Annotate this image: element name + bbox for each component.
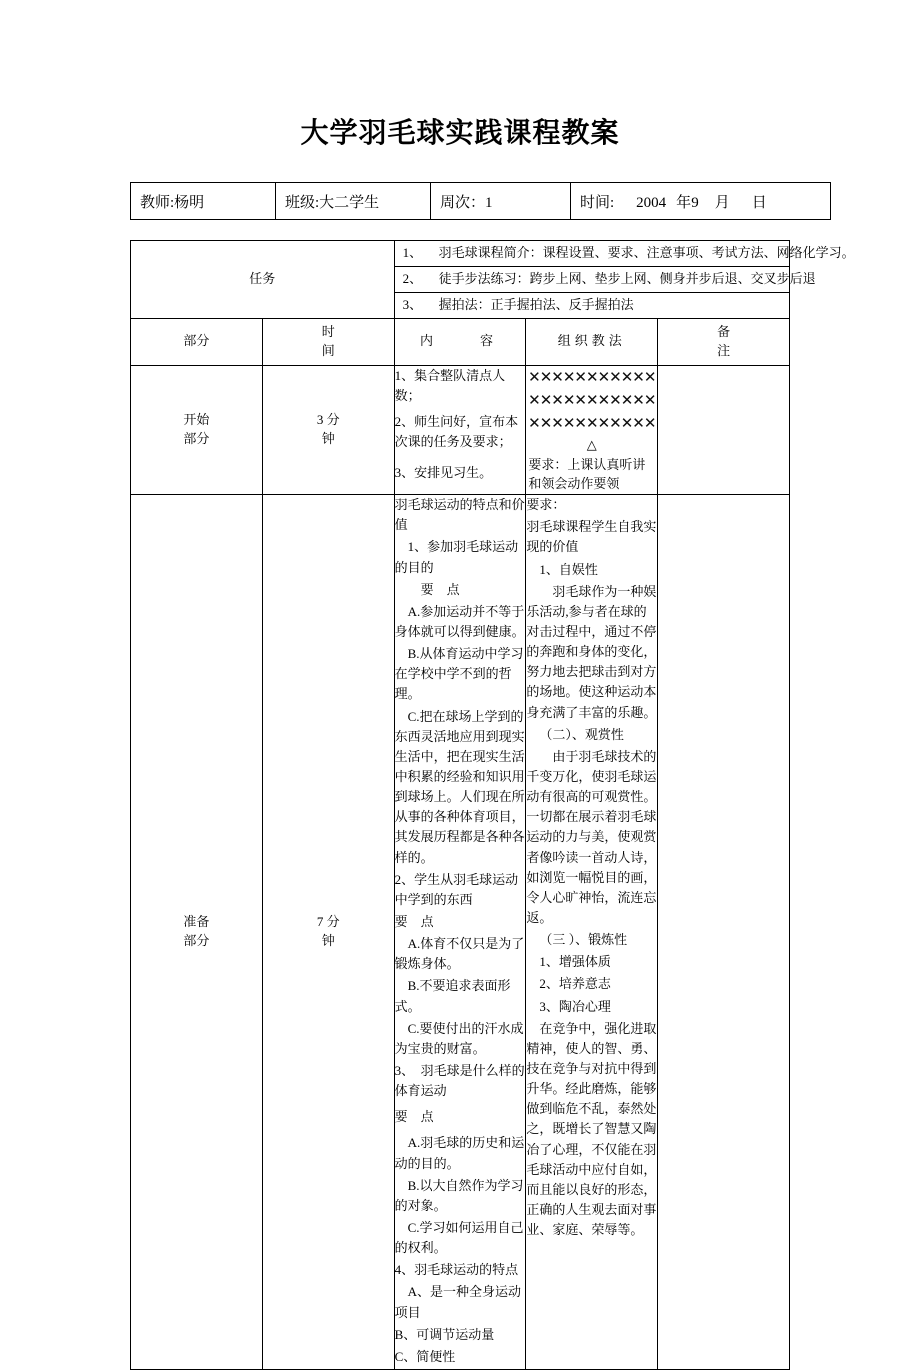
start-content-line-3: 3、安排见习生。 [394,465,493,481]
header-info-row [131,183,831,220]
task-item-1-num: 1、 [402,245,423,260]
section-time-prepare-l1: 7 分 [316,914,340,930]
section-time-prepare [262,495,394,1370]
task-item-3-text: 握拍法：正手握拍法、反手握拍法 [438,296,634,312]
teacher-position-marker: △ [586,437,597,453]
prep-content-17: A、是一种全身运动项目 [394,1284,521,1320]
section-row-start [131,365,790,495]
lesson-plan-table [130,240,855,1370]
task-item-row [395,292,789,317]
prep-method-7: 1、增强体质 [539,954,611,970]
task-item-1-text: 羽毛球课程简介：课程设置、要求、注意事项、考试方法、网络化学习。 [438,245,855,260]
task-item-1 [395,241,855,266]
prep-content-7: 要 点 [394,913,434,929]
date-line [580,191,767,212]
prep-method-3: 羽毛球作为一种娱乐活动,参与者在球的对击过程中，通过不停的奔跑和身体的变化，努力地去把球击到对方的场地。使这种运动本身充满了丰富的乐趣。 [526,583,657,720]
section-row-prepare [131,495,790,1370]
start-requirement-text: 要求：上课认真听讲和领会动作要领 [528,457,646,492]
week-cell: 周次：1 [431,183,571,220]
task-item-2-num: 2、 [402,270,423,286]
date-month: 9 [691,194,699,211]
section-note-prepare [658,495,790,1370]
task-items-cell [394,241,855,319]
prep-content-4: B.从体育运动中学习在学校中学不到的哲理。 [394,646,524,702]
column-header-content: 内 容 [394,318,526,365]
task-item-3 [395,292,789,317]
date-cell [571,183,831,220]
prep-method-9: 3、陶冶心理 [539,998,611,1014]
column-header-part: 部分 [131,318,263,365]
section-part-start [131,365,263,495]
date-month-unit: 月 [714,194,730,211]
section-content-start [394,365,526,495]
prep-method-8: 2、培养意志 [539,976,611,992]
section-method-prepare [526,495,658,1370]
section-time-start-l1: 3 分 [316,412,340,427]
section-part-prepare [131,495,263,1370]
prep-method-1: 羽毛球课程学生自我实现的价值 [526,519,657,555]
class-cell: 班级:大二学生 [276,183,431,220]
task-item-3-num: 3、 [402,296,423,312]
task-label-cell: 任务 [131,241,395,319]
task-item-2 [395,266,816,292]
formation-row-1: ✕✕✕✕✕✕✕✕✕✕✕ [528,367,656,386]
date-label: 时间: [580,194,615,211]
prep-content-18: B、可调节运动量 [394,1326,495,1342]
task-row [131,241,790,319]
section-method-start [526,365,658,495]
section-content-prepare [394,495,526,1370]
prep-content-15: C.学习如何运用自己的权利。 [394,1219,524,1256]
column-header-time: 时 间 [262,318,394,365]
prep-method-6: （三 ）、锻炼性 [539,932,628,948]
formation-row-3: ✕✕✕✕✕✕✕✕✕✕✕ [528,414,656,433]
date-year-unit: 年 [676,194,692,211]
prep-content-9: B.不要追求表面形式。 [394,978,511,1014]
column-header-note: 备 注 [658,318,790,365]
prep-method-10: 在竞争中，强化进取精神，使人的智、勇、技在竞争与对抗中得到升华。经此磨炼，能够做到临危不乱，泰然处之，既增长了智慧又陶冶了心理，不仅能在羽毛球活动中应付自如，而且能以良好的形态，正确的人生观去面对事业、家庭、荣辱等。 [526,1020,657,1238]
prep-content-16: 4、羽毛球运动的特点 [394,1262,519,1278]
prep-content-10: C.要使付出的汗水成为宝贵的财富。 [394,1020,524,1056]
prep-content-2: 要 点 [420,581,460,597]
prep-content-6: 2、学生从羽毛球运动中学到的东西 [394,871,519,907]
prep-method-5: 由于羽毛球技术的千变万化，使羽毛球运动有很高的可观赏性。一切都在展示着羽毛球运动的力与美，使观赏者像吟读一首动人诗，如浏览一幅悦目的画，令人心旷神怡，流连忘返。 [526,748,657,925]
formation-diagram [526,366,657,436]
date-year: 2004 [636,194,667,211]
prep-content-8: A.体育不仅只是为了锻炼身体。 [394,936,525,972]
column-header-method: 组织教法 [526,318,658,365]
prep-content-14: B.以大自然作为学习的对象。 [394,1177,524,1213]
prep-content-1: 1、参加羽毛球运动的目的 [394,539,519,575]
task-items-table [395,241,855,318]
prep-content-3: A.参加运动并不等于身体就可以得到健康。 [394,603,525,639]
prep-method-2: 1、自娱性 [539,561,598,577]
formation-row-2: ✕✕✕✕✕✕✕✕✕✕✕ [528,390,656,409]
task-item-row [395,241,789,266]
prep-content-19: C、简便性 [394,1348,456,1364]
prep-content-11: 3、 羽毛球是什么样的体育运动 [394,1062,525,1099]
section-time-prepare-l2: 钟 [321,933,335,949]
section-time-start-l2: 钟 [321,430,335,446]
teacher-cell: 教师:杨明 [131,183,276,220]
section-part-start-l2: 部分 [183,430,210,446]
section-part-start-l1: 开始 [183,412,210,427]
prep-content-5: C.把在球场上学到的东西灵活地应用到现实生活中，把在现实生活中积累的经验和知识用到球场上。人们现在所从事的各种体育项目，其发展历程都是各种各样的。 [394,708,525,865]
prep-method-0: 要求： [526,497,566,513]
date-day-unit: 日 [751,194,767,211]
header-info-table [130,182,831,220]
section-part-prepare-l1: 准备 [183,914,210,930]
task-item-row [395,266,789,292]
prep-content-13: A.羽毛球的历史和运动的目的。 [394,1135,525,1171]
section-part-prepare-l2: 部分 [183,933,210,949]
prep-content-0: 羽毛球运动的特点和价值 [394,497,525,533]
section-note-start [658,365,790,495]
prep-method-4: （二）、观赏性 [539,726,624,742]
prep-content-12: 要 点 [394,1109,434,1125]
column-header-row [131,318,790,365]
section-time-start [262,365,394,495]
start-content-line-2: 2、师生问好，宣布本次课的任务及要求； [394,413,519,449]
start-content-line-1: 1、集合整队清点人数； [394,367,506,403]
task-item-2-text: 徒手步法练习：跨步上网、垫步上网、侧身并步后退、交叉步后退 [438,270,816,286]
page-title: 大学羽毛球实践课程教案 [300,116,620,149]
